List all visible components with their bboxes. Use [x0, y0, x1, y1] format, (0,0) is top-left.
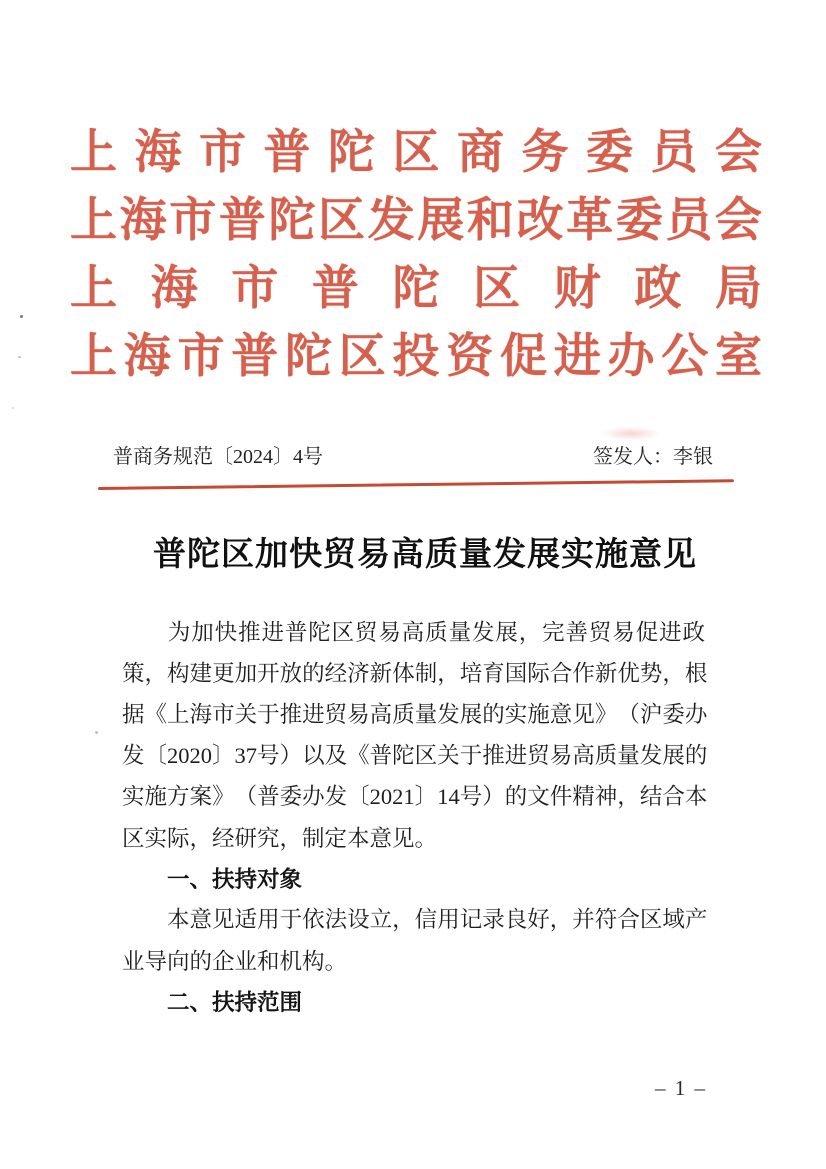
letterhead	[70, 119, 762, 391]
body-line: 区实际，经研究，制定本意见。	[122, 826, 438, 851]
doc-number: 普商务规范〔2024〕4号	[113, 446, 323, 468]
scan-speck	[18, 356, 21, 358]
body-line: 本 意 见 适 用 于 依 法 设 立 ， 信 用 记 录 良 好 ， 并 符 合 区 域 产	[167, 907, 708, 933]
section-heading: 一、扶持对象	[167, 867, 303, 892]
body-line: 为 加 快 推 进 普 陀 区 贸 易 高 质 量 发 展 ， 完 善 贸 易 促 进 政	[167, 620, 705, 646]
body-line: 业导向的企业和机构。	[122, 949, 348, 974]
body-line: 策 ， 构 建 更 加 开 放 的 经 济 新 体 制 ， 培 育 国 际 合 作 新 优 势 ， 根	[122, 661, 708, 687]
doc-meta-row	[113, 444, 713, 470]
scan-speck	[12, 407, 14, 409]
scan-speck	[20, 315, 23, 318]
letterhead-line: 上 海 市 普 陀 区 财 政 局	[70, 262, 762, 315]
body-line: 实 施 方 案 》 （ 普 委 办 发 〔 2 0 2 1 〕 1 4 号 ） 的 文 件 精 神 ， 结 合 本	[122, 784, 708, 810]
body-line: 发 〔 2 0 2 0 〕 3 7 号 ） 以 及 《 普 陀 区 关 于 推 进 贸 易 高 质 量 发 展 的	[122, 743, 708, 769]
letterhead-line: 上 海 市 普 陀 区 投 资 促 进 办 公 室	[70, 330, 762, 383]
letterhead-divider-rule	[98, 479, 734, 489]
issuer: 签发人：李银	[593, 446, 713, 468]
scan-smudge	[602, 427, 660, 440]
letterhead-line: 上 海 市 普 陀 区 商 务 委 员 会	[70, 126, 762, 179]
body-line: 据 《 上 海 市 关 于 推 进 贸 易 高 质 量 发 展 的 实 施 意 见 》 （ 沪 委 办	[122, 702, 708, 728]
scan-speck	[95, 731, 98, 734]
document-body	[122, 613, 708, 1023]
letterhead-line: 上 海 市 普 陀 区 发 展 和 改 革 委 员 会	[70, 194, 762, 247]
section-heading: 二、扶持范围	[167, 990, 303, 1015]
document-title: 普陀区加快贸易高质量发展实施意见	[153, 537, 697, 573]
page-number: – 1 –	[655, 1076, 707, 1100]
